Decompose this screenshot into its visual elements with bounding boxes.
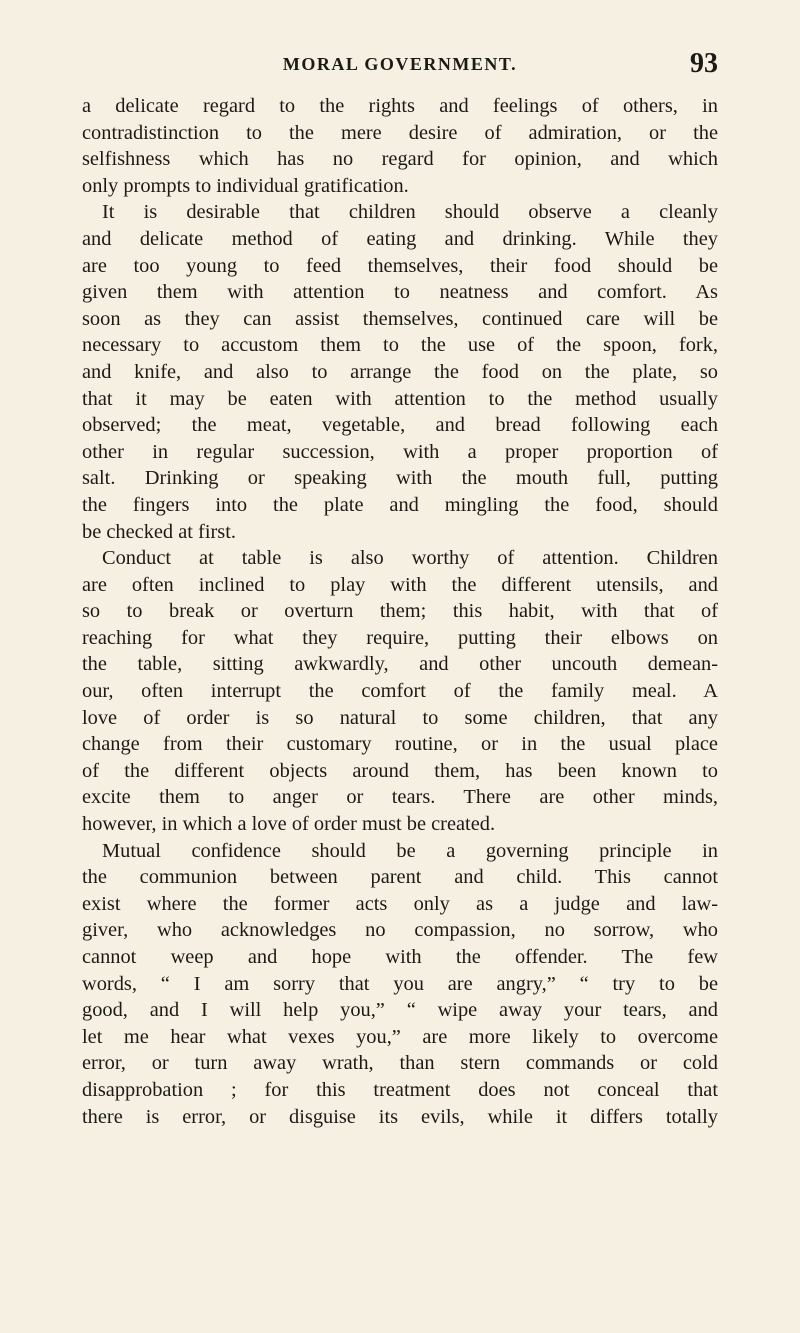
text-line: that it may be eaten with attention to the method usually — [82, 387, 718, 410]
text-line: disapprobation ; for this treatment does not conceal that — [82, 1078, 718, 1101]
text-line: of the different objects around them, has been known to — [82, 759, 718, 782]
text-line: the fingers into the plate and mingling the food, should — [82, 493, 718, 516]
text-line: reaching for what they require, putting their elbows on — [82, 626, 718, 649]
running-title: MORAL GOVERNMENT. — [282, 54, 518, 74]
text-line: Conduct at table is also worthy of attention. Children — [102, 547, 718, 570]
text-line: It is desirable that children should observe a cleanly — [102, 201, 718, 224]
text-line: there is error, or disguise its evils, while it differs totally — [82, 1105, 718, 1128]
text-line: Mutual confidence should be a governing principle in — [102, 839, 718, 862]
text-line: are often inclined to play with the different utensils, and — [82, 573, 718, 596]
text-line: selfishness which has no regard for opinion, and which — [82, 148, 718, 171]
text-line: love of order is so natural to some children, that any — [82, 706, 718, 729]
text-line: be checked at first. — [82, 520, 236, 543]
text-line: our, often interrupt the comfort of the family meal. A — [82, 680, 718, 703]
text-line: observed; the meat, vegetable, and bread following each — [82, 414, 718, 437]
text-line: and knife, and also to arrange the food on the plate, so — [82, 360, 718, 383]
running-head — [82, 48, 718, 84]
text-line: a delicate regard to the rights and feelings of others, in — [82, 95, 718, 117]
text-line: given them with attention to neatness and comfort. As — [82, 281, 718, 304]
body-text — [82, 93, 718, 1130]
text-line: contradistinction to the mere desire of admiration, or the — [82, 121, 718, 144]
text-line: excite them to anger or tears. There are other minds, — [82, 786, 718, 809]
text-line: the communion between parent and child. This cannot — [82, 866, 718, 889]
text-line: are too young to feed themselves, their food should be — [82, 254, 718, 277]
text-line: and delicate method of eating and drinking. While they — [82, 227, 718, 250]
text-line: so to break or overturn them; this habit, with that of — [82, 600, 718, 623]
text-line: exist where the former acts only as a judge and law- — [82, 892, 718, 915]
text-line: soon as they can assist themselves, continued care will be — [82, 307, 718, 330]
text-line: giver, who acknowledges no compassion, no sorrow, who — [82, 919, 718, 942]
text-line: salt. Drinking or speaking with the mouth full, putting — [82, 467, 718, 490]
text-line: however, in which a love of order must be created. — [82, 813, 496, 836]
page-number: 93 — [690, 48, 718, 79]
text-line: the table, sitting awkwardly, and other uncouth demean- — [82, 653, 718, 676]
text-line: change from their customary routine, or in the usual place — [82, 733, 718, 756]
text-line: words, “ I am sorry that you are angry,” “ try to be — [82, 972, 718, 995]
text-line: necessary to accustom them to the use of the spoon, fork, — [82, 334, 718, 357]
text-line: error, or turn away wrath, than stern commands or cold — [82, 1052, 718, 1075]
text-line: other in regular succession, with a proper proportion of — [82, 440, 718, 463]
text-line: let me hear what vexes you,” are more likely to overcome — [82, 1025, 718, 1048]
text-line: cannot weep and hope with the offender. The few — [82, 946, 718, 968]
text-line: good, and I will help you,” “ wipe away your tears, and — [82, 999, 718, 1022]
text-line: only prompts to individual gratification. — [82, 174, 409, 197]
